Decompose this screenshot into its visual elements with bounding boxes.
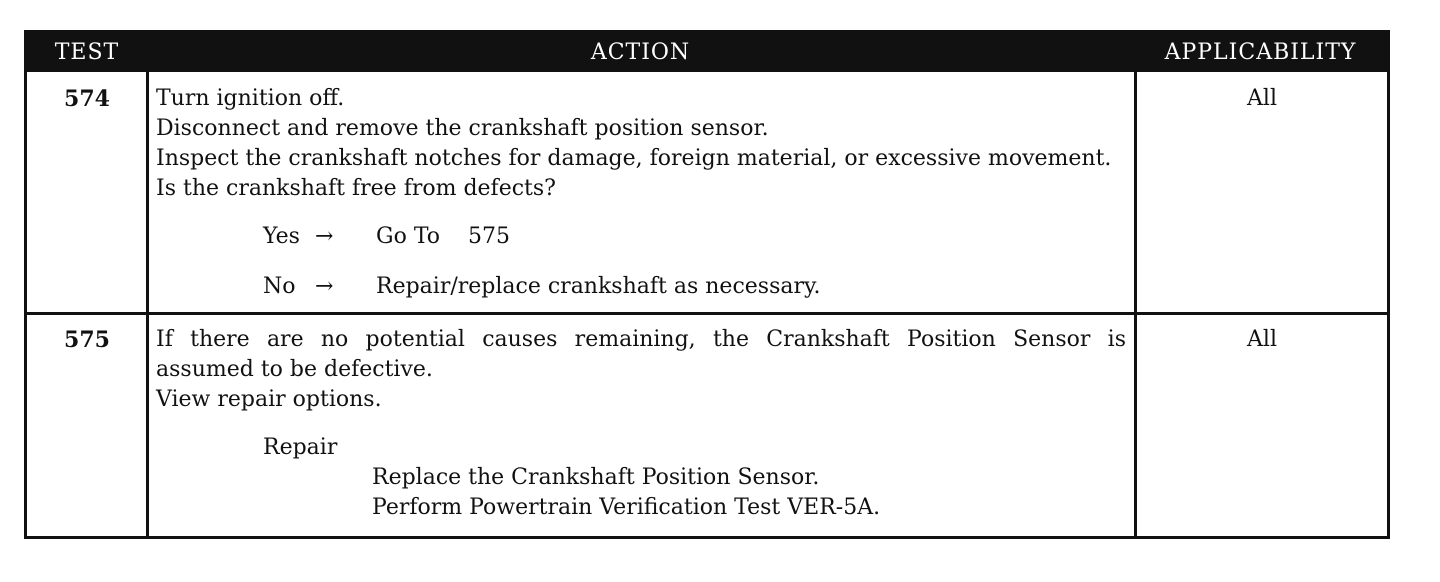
action-line: Inspect the crankshaft notches for damage, foreign material, or excessive movement. [156,146,1112,171]
test-number: 574 [64,86,110,112]
action-line: If there are no potential causes remaining, the Crankshaft Position Sensor is [156,327,1126,352]
applicability-cell: All [1247,327,1277,352]
repair-step: Replace the Crankshaft Position Sensor. [372,465,820,490]
diagnostic-test-table [24,30,1390,539]
applicability-cell: All [1247,86,1277,111]
action-cell [156,84,1126,302]
action-line: assumed to be defective. [156,357,433,382]
table-row-575 [27,312,1387,536]
yes-branch [263,222,1126,252]
action-line: Is the crankshaft free from defects? [156,176,556,201]
goto-target: 575 [468,224,510,249]
repair-label: Repair [263,435,338,460]
table-header-row [27,33,1387,72]
test-number: 575 [64,327,110,353]
table-row-574 [27,72,1387,312]
action-cell [156,325,1126,523]
yes-label: Yes [263,224,300,249]
yes-arrow-icon: → [315,224,334,249]
header-action: ACTION [590,40,691,65]
goto-label: Go To [376,224,441,249]
header-test: TEST [54,40,120,65]
repair-step: Perform Powertrain Verification Test VER-5A. [372,495,881,520]
header-applicability: APPLICABILITY [1164,40,1357,65]
no-label: No [263,274,296,299]
action-line: Turn ignition off. [156,86,345,111]
no-action-text: Repair/replace crankshaft as necessary. [376,274,821,299]
no-arrow-icon: → [315,274,334,299]
no-branch [263,272,1126,302]
action-line: Disconnect and remove the crankshaft position sensor. [156,116,769,141]
action-line: View repair options. [156,387,382,412]
